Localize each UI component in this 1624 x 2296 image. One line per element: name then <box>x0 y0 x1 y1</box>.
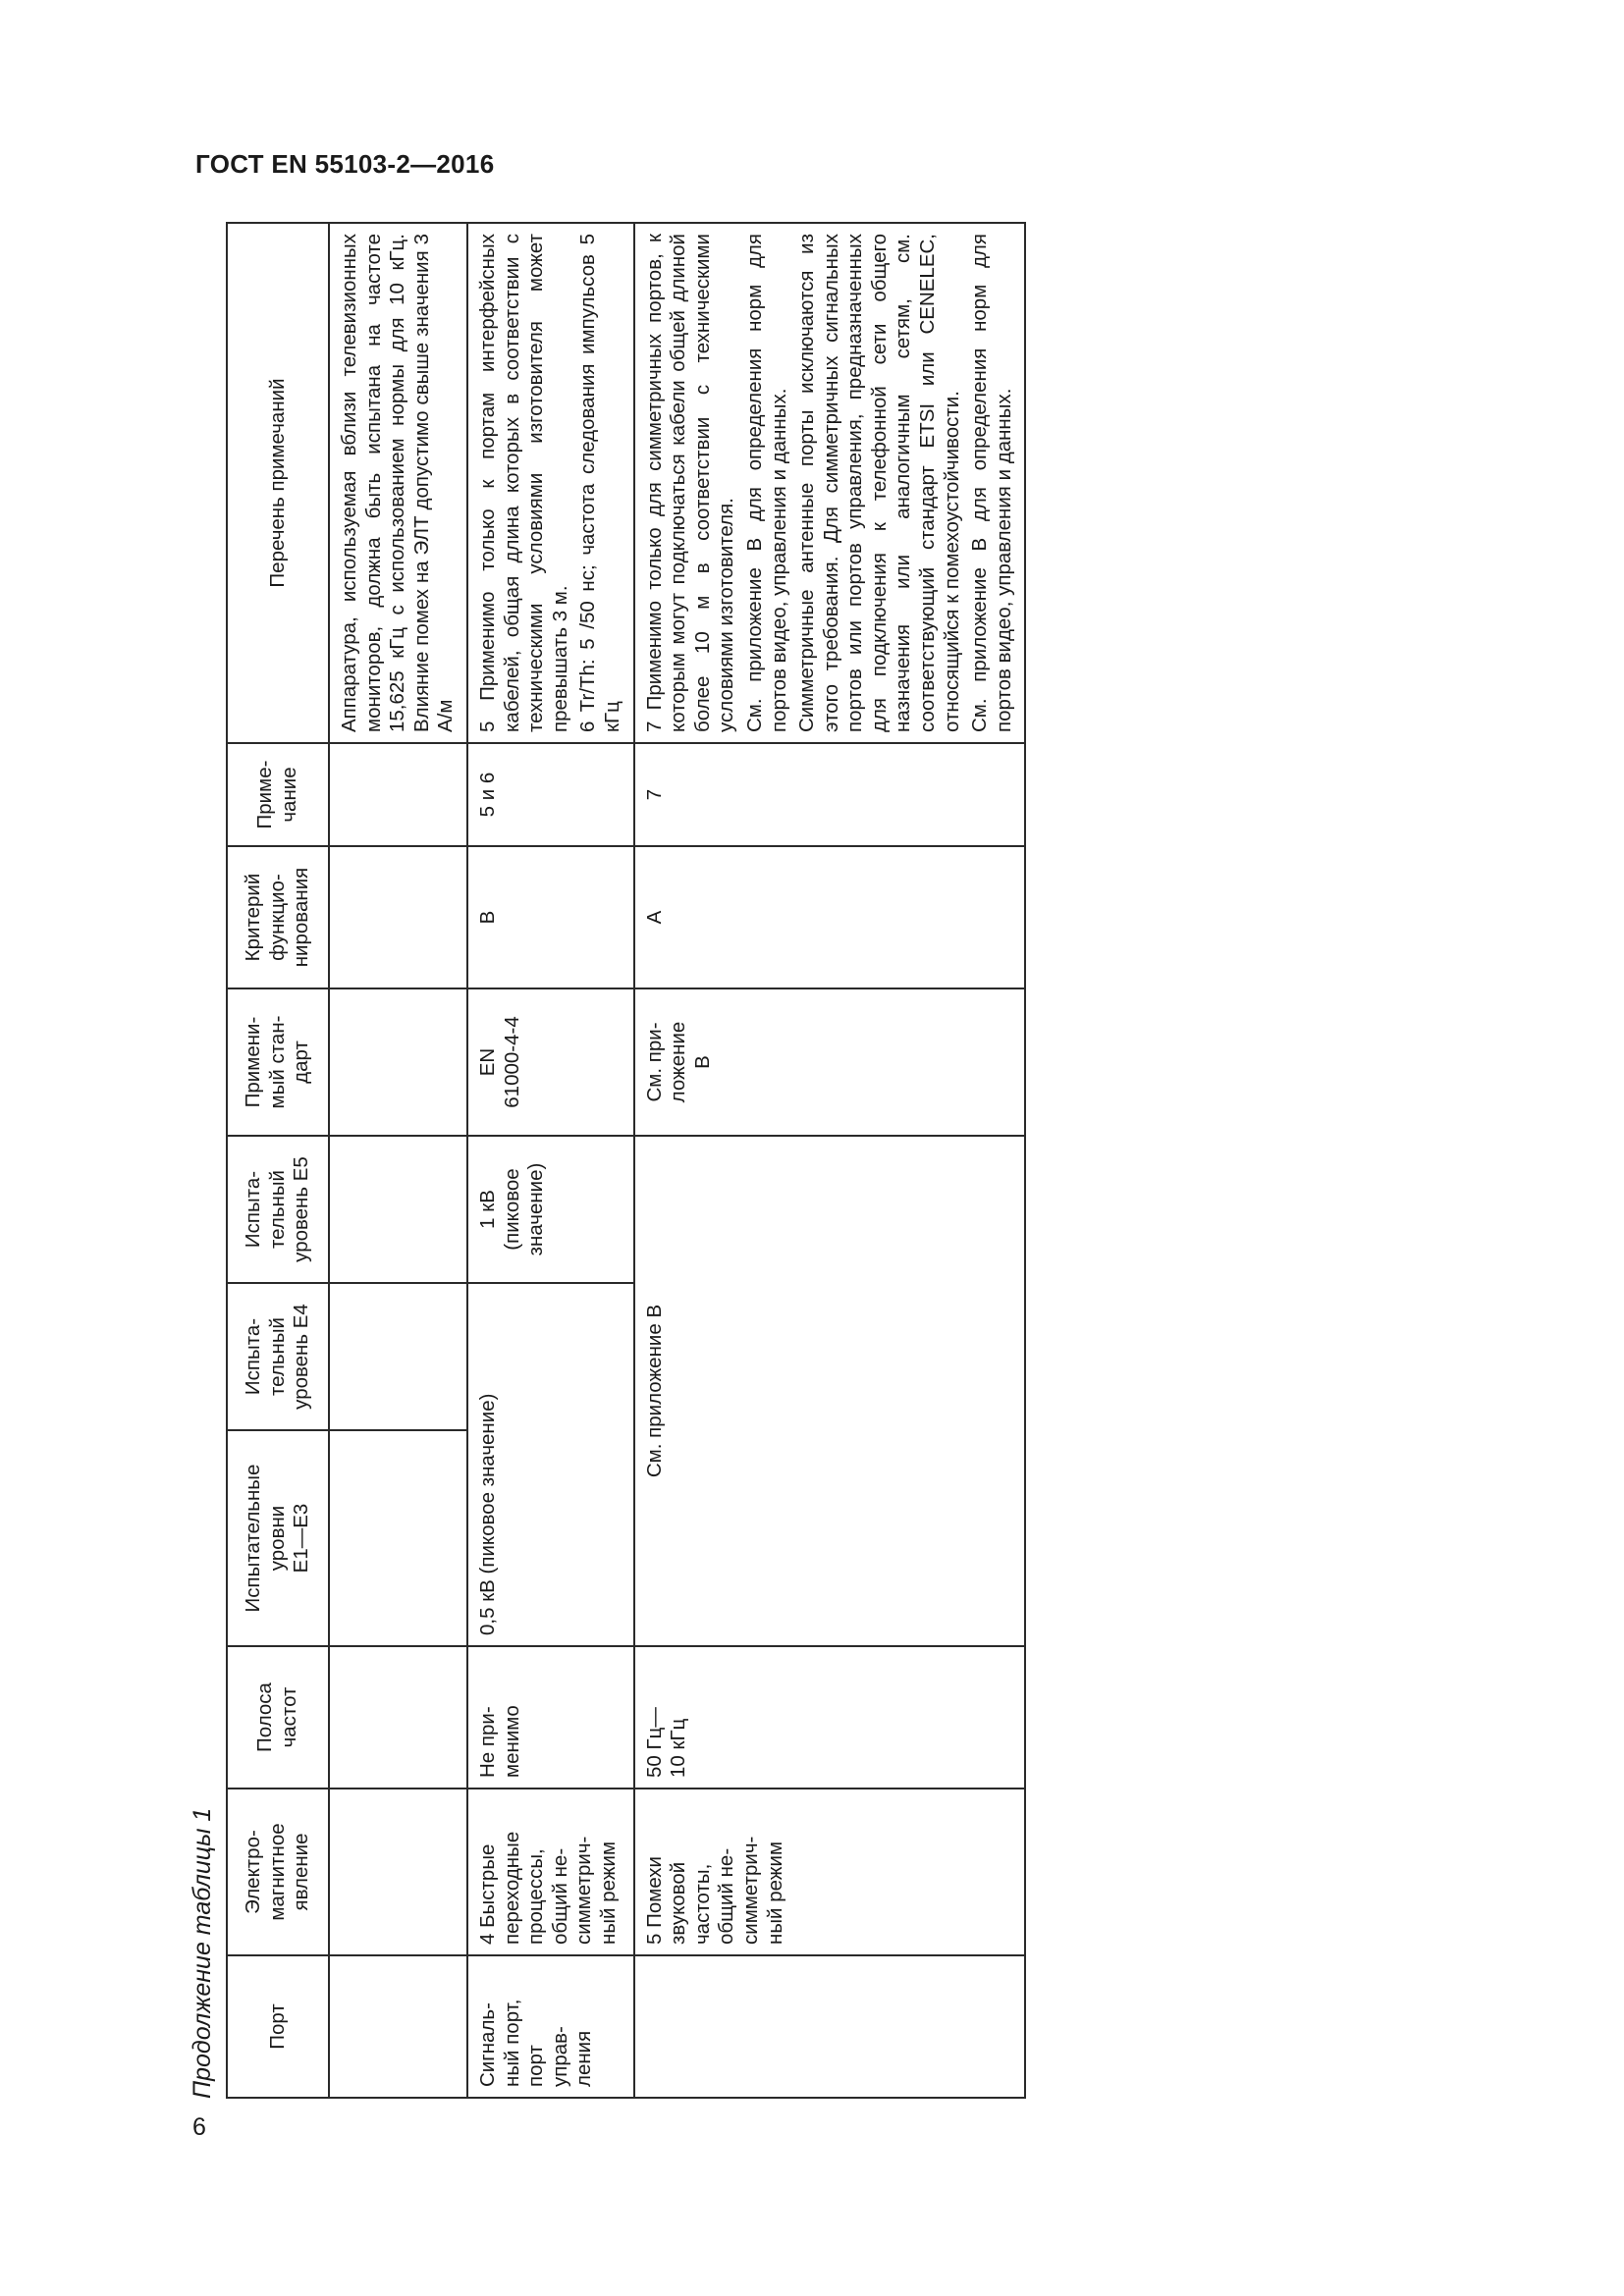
cell-note: 5 и 6 <box>467 743 634 846</box>
header-level-e5: Испыта- тельный уровень Е5 <box>227 1136 329 1283</box>
note-text: 6 Tr/Th: 5 /50 нс; частота следования импульсов 5 кГц <box>576 234 623 732</box>
header-note: Приме- чание <box>227 743 329 846</box>
note-text: См. приложение В для определения норм для портов видео, управления и данных. <box>968 234 1015 732</box>
cell-standard: EN 61000-4-4 <box>467 988 634 1136</box>
cell-band: 50 Гц— 10 кГц <box>634 1646 1026 1789</box>
cell-criterion: B <box>467 846 634 988</box>
cell-empty <box>329 1789 467 1955</box>
cell-band: Не при- менимо <box>467 1646 634 1789</box>
header-standard: Примени- мый стан- дарт <box>227 988 329 1136</box>
header-phenomenon: Электро- магнитное явление <box>227 1789 329 1955</box>
note-text: 7 Применимо только для симметричных портов, к которым могут подключаться кабели общей длиной более 10 м в соответствии с техническими условиями изготовителя. <box>642 234 738 732</box>
header-notes-list: Перечень примечаний <box>227 223 329 743</box>
cell-port: Сигналь- ный порт, порт управ- ления <box>467 1955 634 2098</box>
cell-empty <box>329 1646 467 1789</box>
table-row <box>467 223 634 2098</box>
header-level-e4: Испыта- тельный уровень Е4 <box>227 1283 329 1430</box>
cell-empty <box>329 743 467 846</box>
page-number: 6 <box>192 2113 206 2141</box>
note-text: Симметричные антенные порты исключаются из этого требования. Для симметричных сигнальных портов или портов управления, предназначенных для подключения к телефонной сети общего назначения или аналогичным сетям, см. соответствующий стандарт ETSI или CENELEC, относящийся к помехоустойчивости. <box>795 234 963 732</box>
cell-empty <box>329 988 467 1136</box>
cell-empty <box>329 1283 467 1430</box>
note-text: 5 Применимо только к портам интерфейсных кабелей, общая длина которых в соответствии с техническими условиями изготовителя может превышать 3 м. <box>475 234 571 732</box>
header-port: Порт <box>227 1955 329 2098</box>
cell-empty <box>329 846 467 988</box>
cell-note: 7 <box>634 743 1026 846</box>
note-text: Аппаратура, используемая вблизи телевизионных мониторов, должна быть испытана на частоте 15,625 кГц с использованием нормы для 10 кГц. Влияние помех на ЭЛТ допустимо свыше значения 3 А/м <box>338 234 458 732</box>
cell-notes <box>634 223 1026 743</box>
cell-levels-e1-e5: См. приложение В <box>634 1136 1026 1646</box>
cell-levels-e1-e4: 0,5 кВ (пиковое значение) <box>467 1283 634 1646</box>
table-row <box>329 223 467 2098</box>
cell-level-e5: 1 кВ (пиковое значение) <box>467 1136 634 1283</box>
header-row <box>227 223 329 2098</box>
document-code: ГОСТ EN 55103-2—2016 <box>195 149 495 179</box>
cell-criterion: А <box>634 846 1026 988</box>
cell-empty <box>329 1430 467 1646</box>
cell-phenomenon: 5 Помехи звуковой частоты, общий не- симметрич- ный режим <box>634 1789 1026 1955</box>
cell-port <box>634 1955 1026 2098</box>
cell-standard: См. при- ложение В <box>634 988 1026 1136</box>
cell-phenomenon: 4 Быстрые переходные процессы, общий не- симметрич- ный режим <box>467 1789 634 1955</box>
requirements-table <box>226 222 1026 2099</box>
cell-empty <box>329 1136 467 1283</box>
header-band: Полоса частот <box>227 1646 329 1789</box>
header-levels-e1-e3: Испытательные уровни Е1—Е3 <box>227 1430 329 1646</box>
rotated-table-page <box>187 96 1384 2099</box>
cell-notes <box>329 223 467 743</box>
header-criterion: Критерий функцио- нирования <box>227 846 329 988</box>
note-text: См. приложение В для определения норм для портов видео, управления и данных. <box>742 234 790 732</box>
table-caption: Продолжение таблицы 1 <box>189 1807 216 2099</box>
table-row <box>634 223 1026 2098</box>
cell-empty <box>329 1955 467 2098</box>
cell-notes <box>467 223 634 743</box>
